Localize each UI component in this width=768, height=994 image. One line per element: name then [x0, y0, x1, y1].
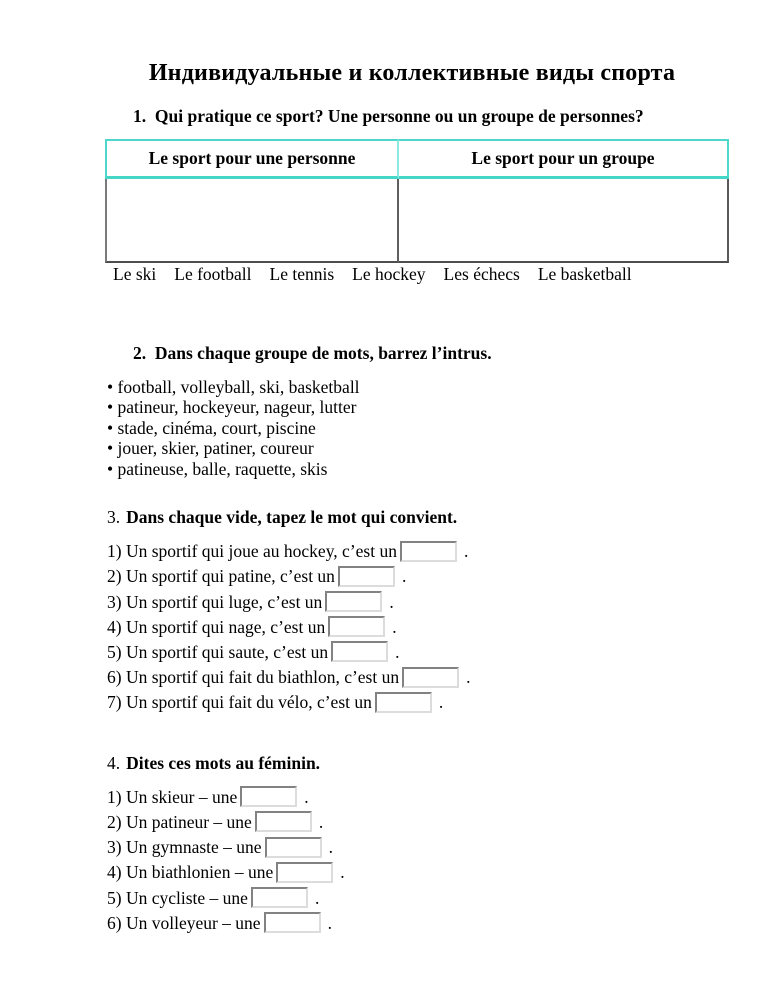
- section2-heading: 2. Dans chaque groupe de mots, barrez l’intrus.: [133, 343, 492, 364]
- fill-row: [107, 690, 719, 715]
- fill-row: [107, 564, 719, 589]
- period: .: [314, 887, 320, 908]
- fill-row: [107, 665, 719, 690]
- fill-row: [107, 615, 719, 640]
- word-bank-item: Le tennis: [269, 264, 335, 285]
- table-cell-personne-answers[interactable]: [105, 179, 399, 263]
- period: .: [327, 912, 332, 933]
- period: .: [438, 692, 444, 713]
- s4-answer-input-4[interactable]: [276, 862, 333, 883]
- period: .: [401, 566, 407, 587]
- fill-row-label: 5) Un sportif qui saute, c’est un: [107, 642, 329, 662]
- fill-row-label: 4) Un biathlonien – une: [107, 862, 274, 883]
- s4-answer-input-1[interactable]: [240, 786, 297, 807]
- s3-answer-input-3[interactable]: [325, 591, 382, 612]
- sports-table: [105, 139, 729, 263]
- fill-row-label: 1) Un skieur – une: [107, 786, 238, 807]
- period: .: [395, 642, 400, 662]
- word-group-item: • patineuse, balle, raquette, skis: [107, 458, 328, 479]
- word-bank-item: Le basketball: [537, 264, 632, 285]
- word-group-item: • patineur, hockeyeur, nageur, lutter: [107, 397, 357, 417]
- s3-answer-input-6[interactable]: [402, 667, 459, 688]
- fill-row-label: 7) Un sportif qui fait du vélo, c’est un: [107, 692, 372, 713]
- s4-answer-input-3[interactable]: [265, 837, 322, 858]
- word-bank-item: Le football: [174, 264, 252, 285]
- s4-answer-input-6[interactable]: [264, 912, 321, 933]
- period: .: [466, 667, 471, 688]
- section4-heading: [107, 754, 719, 773]
- section4-number: 4.: [107, 752, 121, 773]
- period: .: [328, 837, 333, 858]
- fill-row: [107, 860, 719, 885]
- section3-heading: [107, 508, 719, 527]
- fill-row: [107, 911, 719, 936]
- fill-row: [107, 835, 719, 860]
- page-title: Индивидуальные и коллективные виды спорта: [148, 60, 676, 86]
- fill-row-label: 3) Un sportif qui luge, c’est un: [107, 591, 323, 612]
- s4-answer-input-2[interactable]: [255, 811, 312, 832]
- section3-number: 3.: [107, 507, 121, 527]
- section1-heading: 1. Qui pratique ce sport? Une personne ou un groupe de personnes?: [133, 106, 644, 126]
- period: .: [389, 591, 394, 612]
- word-bank-item: Le hockey: [352, 264, 426, 285]
- table-header-groupe: Le sport pour un groupe: [399, 139, 729, 179]
- section4-heading-text: Dites ces mots au féminin.: [126, 752, 321, 773]
- period: .: [304, 786, 309, 807]
- s3-answer-input-2[interactable]: [338, 566, 395, 587]
- fill-row-label: 2) Un sportif qui patine, c’est un: [107, 566, 335, 587]
- section3-list: [107, 539, 719, 715]
- fill-row: [107, 539, 719, 564]
- fill-row: [107, 886, 719, 911]
- s3-answer-input-5[interactable]: [331, 641, 388, 662]
- fill-row-label: 4) Un sportif qui nage, c’est un: [107, 616, 326, 637]
- word-group-item: • jouer, skier, patiner, coureur: [107, 438, 314, 458]
- s4-answer-input-5[interactable]: [251, 887, 308, 908]
- fill-row: [107, 785, 719, 810]
- fill-row-label: 6) Un sportif qui fait du biathlon, c’est un: [107, 667, 400, 688]
- table-header-personne: Le sport pour une personne: [105, 139, 399, 179]
- fill-row-label: 6) Un volleyeur – une: [107, 912, 261, 933]
- s3-answer-input-1[interactable]: [400, 541, 457, 562]
- fill-row-label: 1) Un sportif qui joue au hockey, c’est un: [107, 541, 397, 562]
- word-bank-item: Les échecs: [443, 264, 520, 285]
- fill-row: [107, 640, 719, 665]
- s3-answer-input-4[interactable]: [328, 616, 385, 637]
- s3-answer-input-7[interactable]: [375, 692, 432, 713]
- word-bank: [113, 265, 719, 284]
- period: .: [392, 616, 397, 637]
- section3-heading-text: Dans chaque vide, tapez le mot qui convient.: [126, 507, 458, 527]
- period: .: [463, 541, 469, 562]
- word-group-item: • stade, cinéma, court, piscine: [107, 417, 316, 438]
- table-cell-groupe-answers[interactable]: [399, 179, 729, 263]
- word-group-item: • football, volleyball, ski, basketball: [107, 376, 360, 397]
- fill-row: [107, 810, 719, 835]
- word-bank-item: Le ski: [113, 264, 157, 285]
- section4-list: [107, 785, 719, 936]
- word-group-list: [107, 377, 719, 480]
- period: .: [340, 862, 345, 883]
- fill-row-label: 5) Un cycliste – une: [107, 887, 248, 908]
- period: .: [318, 812, 324, 832]
- fill-row: [107, 590, 719, 615]
- fill-row-label: 2) Un patineur – une: [107, 812, 252, 832]
- fill-row-label: 3) Un gymnaste – une: [107, 837, 262, 858]
